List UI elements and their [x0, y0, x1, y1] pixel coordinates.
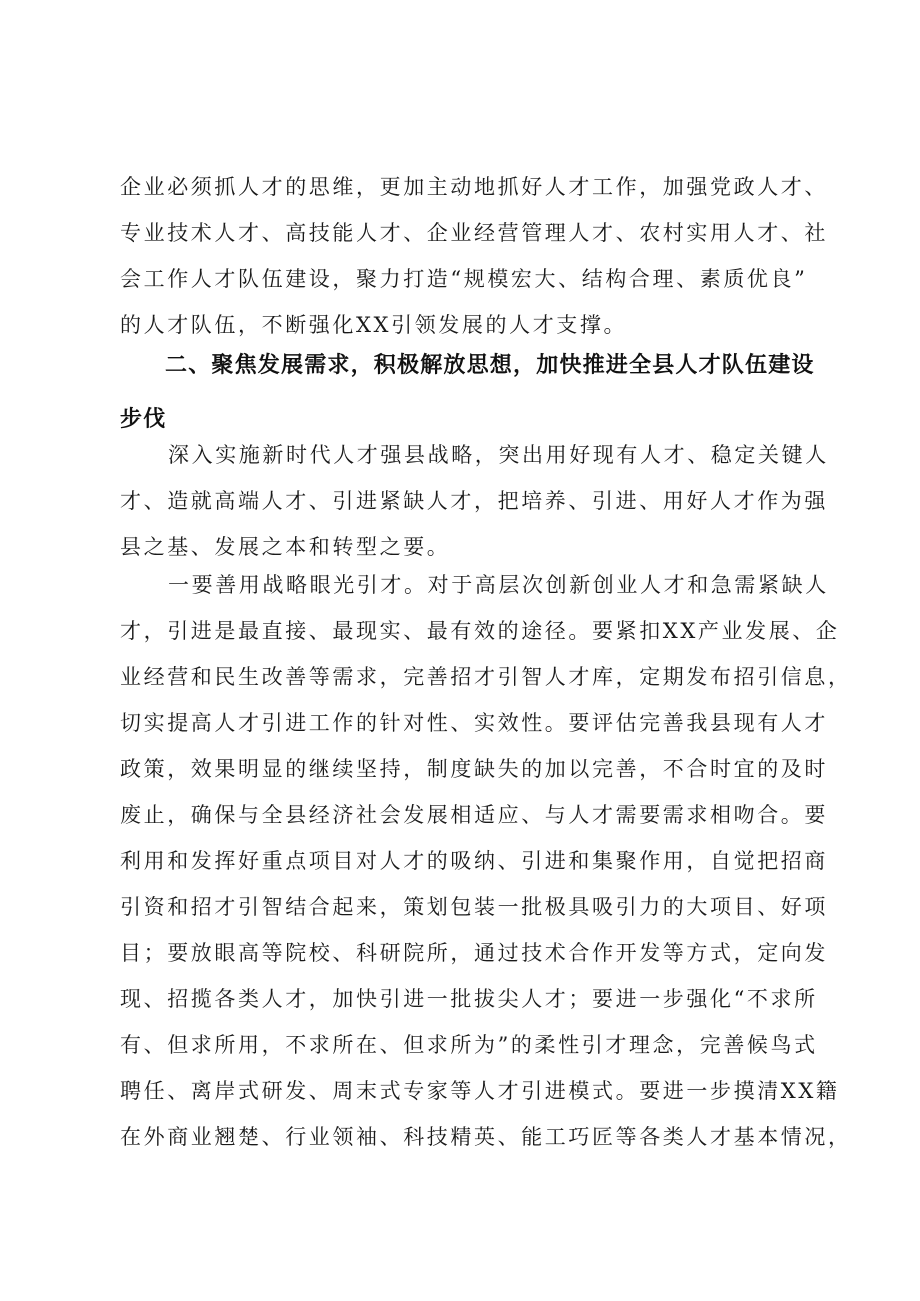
section-heading — [120, 339, 840, 447]
text-line: 县之基、发展之本和转型之要。 — [120, 535, 451, 559]
paragraph-point-one — [120, 562, 852, 1160]
text-line: 在外商业翘楚、行业领袖、科技精英、能工巧匠等各类人才基本情况， — [120, 1125, 852, 1149]
text-line: 一要善用战略眼光引才。对于高层次创新创业人才和急需紧缺人 — [168, 573, 829, 597]
text-line: 废止，确保与全县经济社会发展相适应、与人才需要需求相吻合。要 — [120, 803, 828, 827]
text-line: 专业技术人才、高技能人才、企业经营管理人才、农村实用人才、社 — [120, 221, 828, 245]
text-line: 业经营和民生改善等需求，完善招才引智人才库，定期发布招引信息， — [120, 665, 852, 689]
text-line: 的人才队伍，不断强化XX引领发展的人才支撑。 — [120, 313, 628, 337]
text-line: 会工作人才队伍建设，聚力打造“规模宏大、结构合理、素质优良” — [120, 267, 808, 291]
text-line: 有、但求所用，不求所在、但求所为”的柔性引才理念，完善候鸟式 — [120, 1033, 818, 1057]
paragraph-intro — [120, 432, 830, 570]
text-line: 现、招揽各类人才，加快引进一批拔尖人才；要进一步强化“不求所 — [120, 987, 818, 1011]
text-line: 引资和招才引智结合起来，策划包装一批极具吸引力的大项目、好项 — [120, 895, 828, 919]
text-line: 利用和发挥好重点项目对人才的吸纳、引进和集聚作用，自觉把招商 — [120, 849, 828, 873]
text-line: 才、造就高端人才、引进紧缺人才，把培养、引进、用好人才作为强 — [120, 489, 828, 513]
text-line: 才，引进是最直接、最现实、最有效的途径。要紧扣XX产业发展、企 — [120, 619, 840, 643]
paragraph-continued — [120, 164, 830, 348]
text-line: 政策，效果明显的继续坚持，制度缺失的加以完善，不合时宜的及时 — [120, 757, 828, 781]
text-line: 切实提高人才引进工作的针对性、实效性。要评估完善我县现有人才 — [120, 711, 828, 735]
heading-line: 步伐 — [120, 407, 167, 432]
text-line: 深入实施新时代人才强县战略，突出用好现有人才、稳定关键人 — [168, 443, 829, 467]
text-line: 目；要放眼高等院校、科研院所，通过技术合作开发等方式，定向发 — [120, 941, 828, 965]
heading-line: 二、聚焦发展需求，积极解放思想，加快推进全县人才队伍建设 — [165, 353, 815, 378]
text-line: 聘任、离岸式研发、周末式专家等人才引进模式。要进一步摸清XX籍 — [120, 1079, 840, 1103]
text-line: 企业必须抓人才的思维，更加主动地抓好人才工作，加强党政人才、 — [120, 175, 828, 199]
